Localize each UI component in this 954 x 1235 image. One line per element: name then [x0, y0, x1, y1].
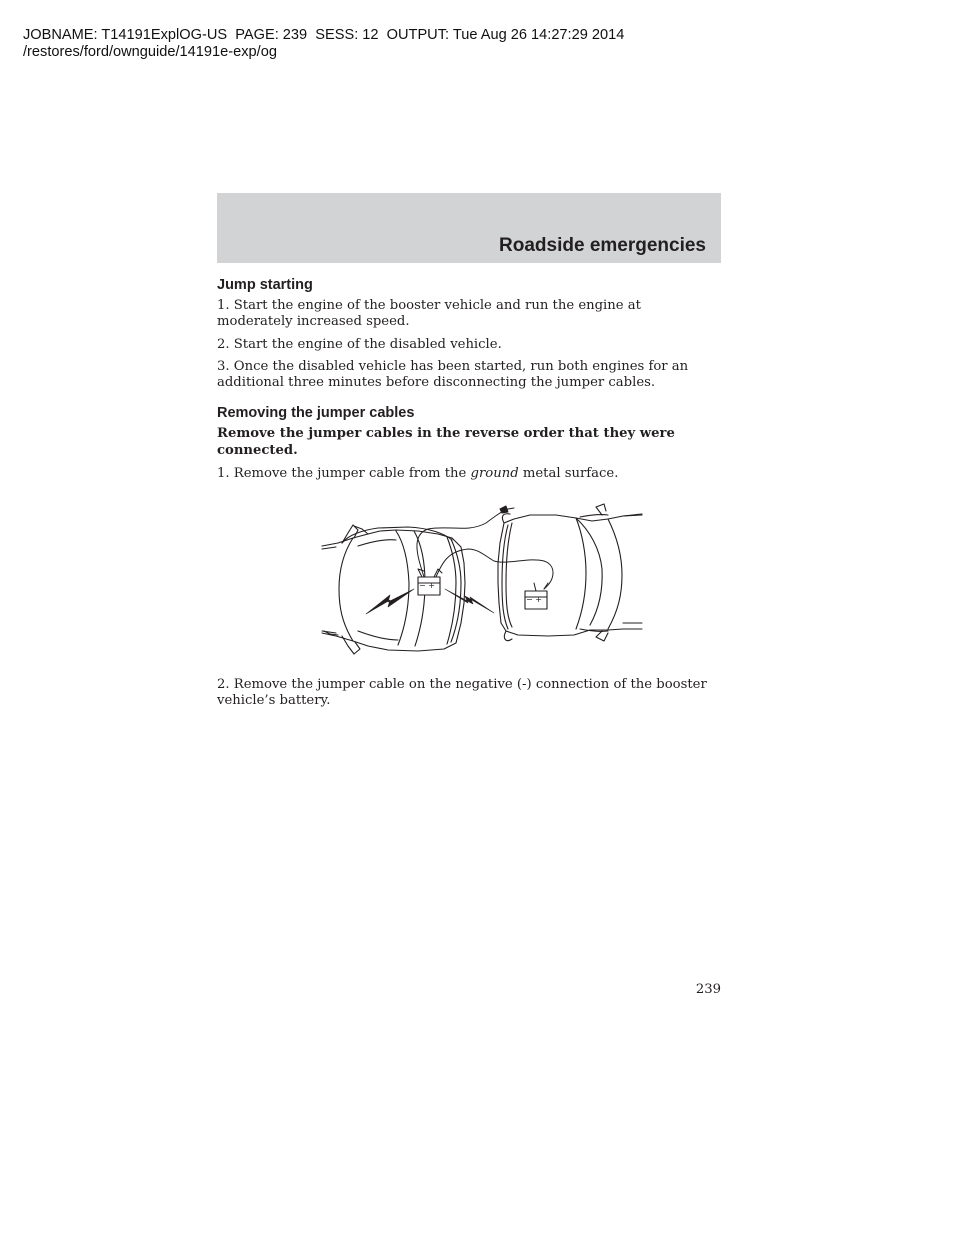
jump-starting-heading: Jump starting — [217, 277, 313, 293]
page-number: 239 — [695, 982, 721, 997]
page-content — [217, 276, 707, 482]
battery-right-terminals: − + — [526, 595, 542, 604]
jump-step-1: 1. Start the engine of the booster vehicle and run the engine at moderately increased speed. — [217, 298, 641, 330]
section-title: Roadside emergencies — [499, 235, 706, 256]
section-header-band — [217, 193, 721, 263]
removal-warning: Remove the jumper cables in the reverse order that they were connected. — [217, 426, 675, 458]
jump-start-diagram — [318, 503, 646, 665]
removal-step-1 — [217, 466, 707, 482]
removal-step-1-emphasis: ground — [470, 466, 519, 482]
removal-step-1-text-b: metal surface. — [518, 466, 619, 482]
lightning-bolt-icon — [445, 589, 494, 613]
removing-cables-heading: Removing the jumper cables — [217, 405, 415, 422]
job-header-line-2: /restores/ford/ownguide/14191e-exp/og — [23, 43, 277, 60]
job-header-line-1: JOBNAME: T14191ExplOG-US PAGE: 239 SESS: 12 OUTPUT: Tue Aug 26 14:27:29 2014 — [23, 27, 625, 43]
car-outline-icon — [322, 525, 465, 654]
removal-step-1-text-a: 1. Remove the jumper cable from the — [217, 466, 471, 482]
page-content-continued — [217, 677, 707, 710]
removal-step-2: 2. Remove the jumper cable on the negative (-) connection of the booster vehicle’s battery. — [217, 677, 707, 709]
battery-left-terminals: − + — [419, 581, 435, 590]
car-outline-icon — [498, 504, 642, 641]
jump-step-3: 3. Once the disabled vehicle has been started, run both engines for an additional three minutes before disconnecting the jumper cables. — [217, 358, 689, 391]
jump-step-2: 2. Start the engine of the disabled vehicle. — [217, 336, 502, 352]
job-header — [23, 27, 624, 60]
